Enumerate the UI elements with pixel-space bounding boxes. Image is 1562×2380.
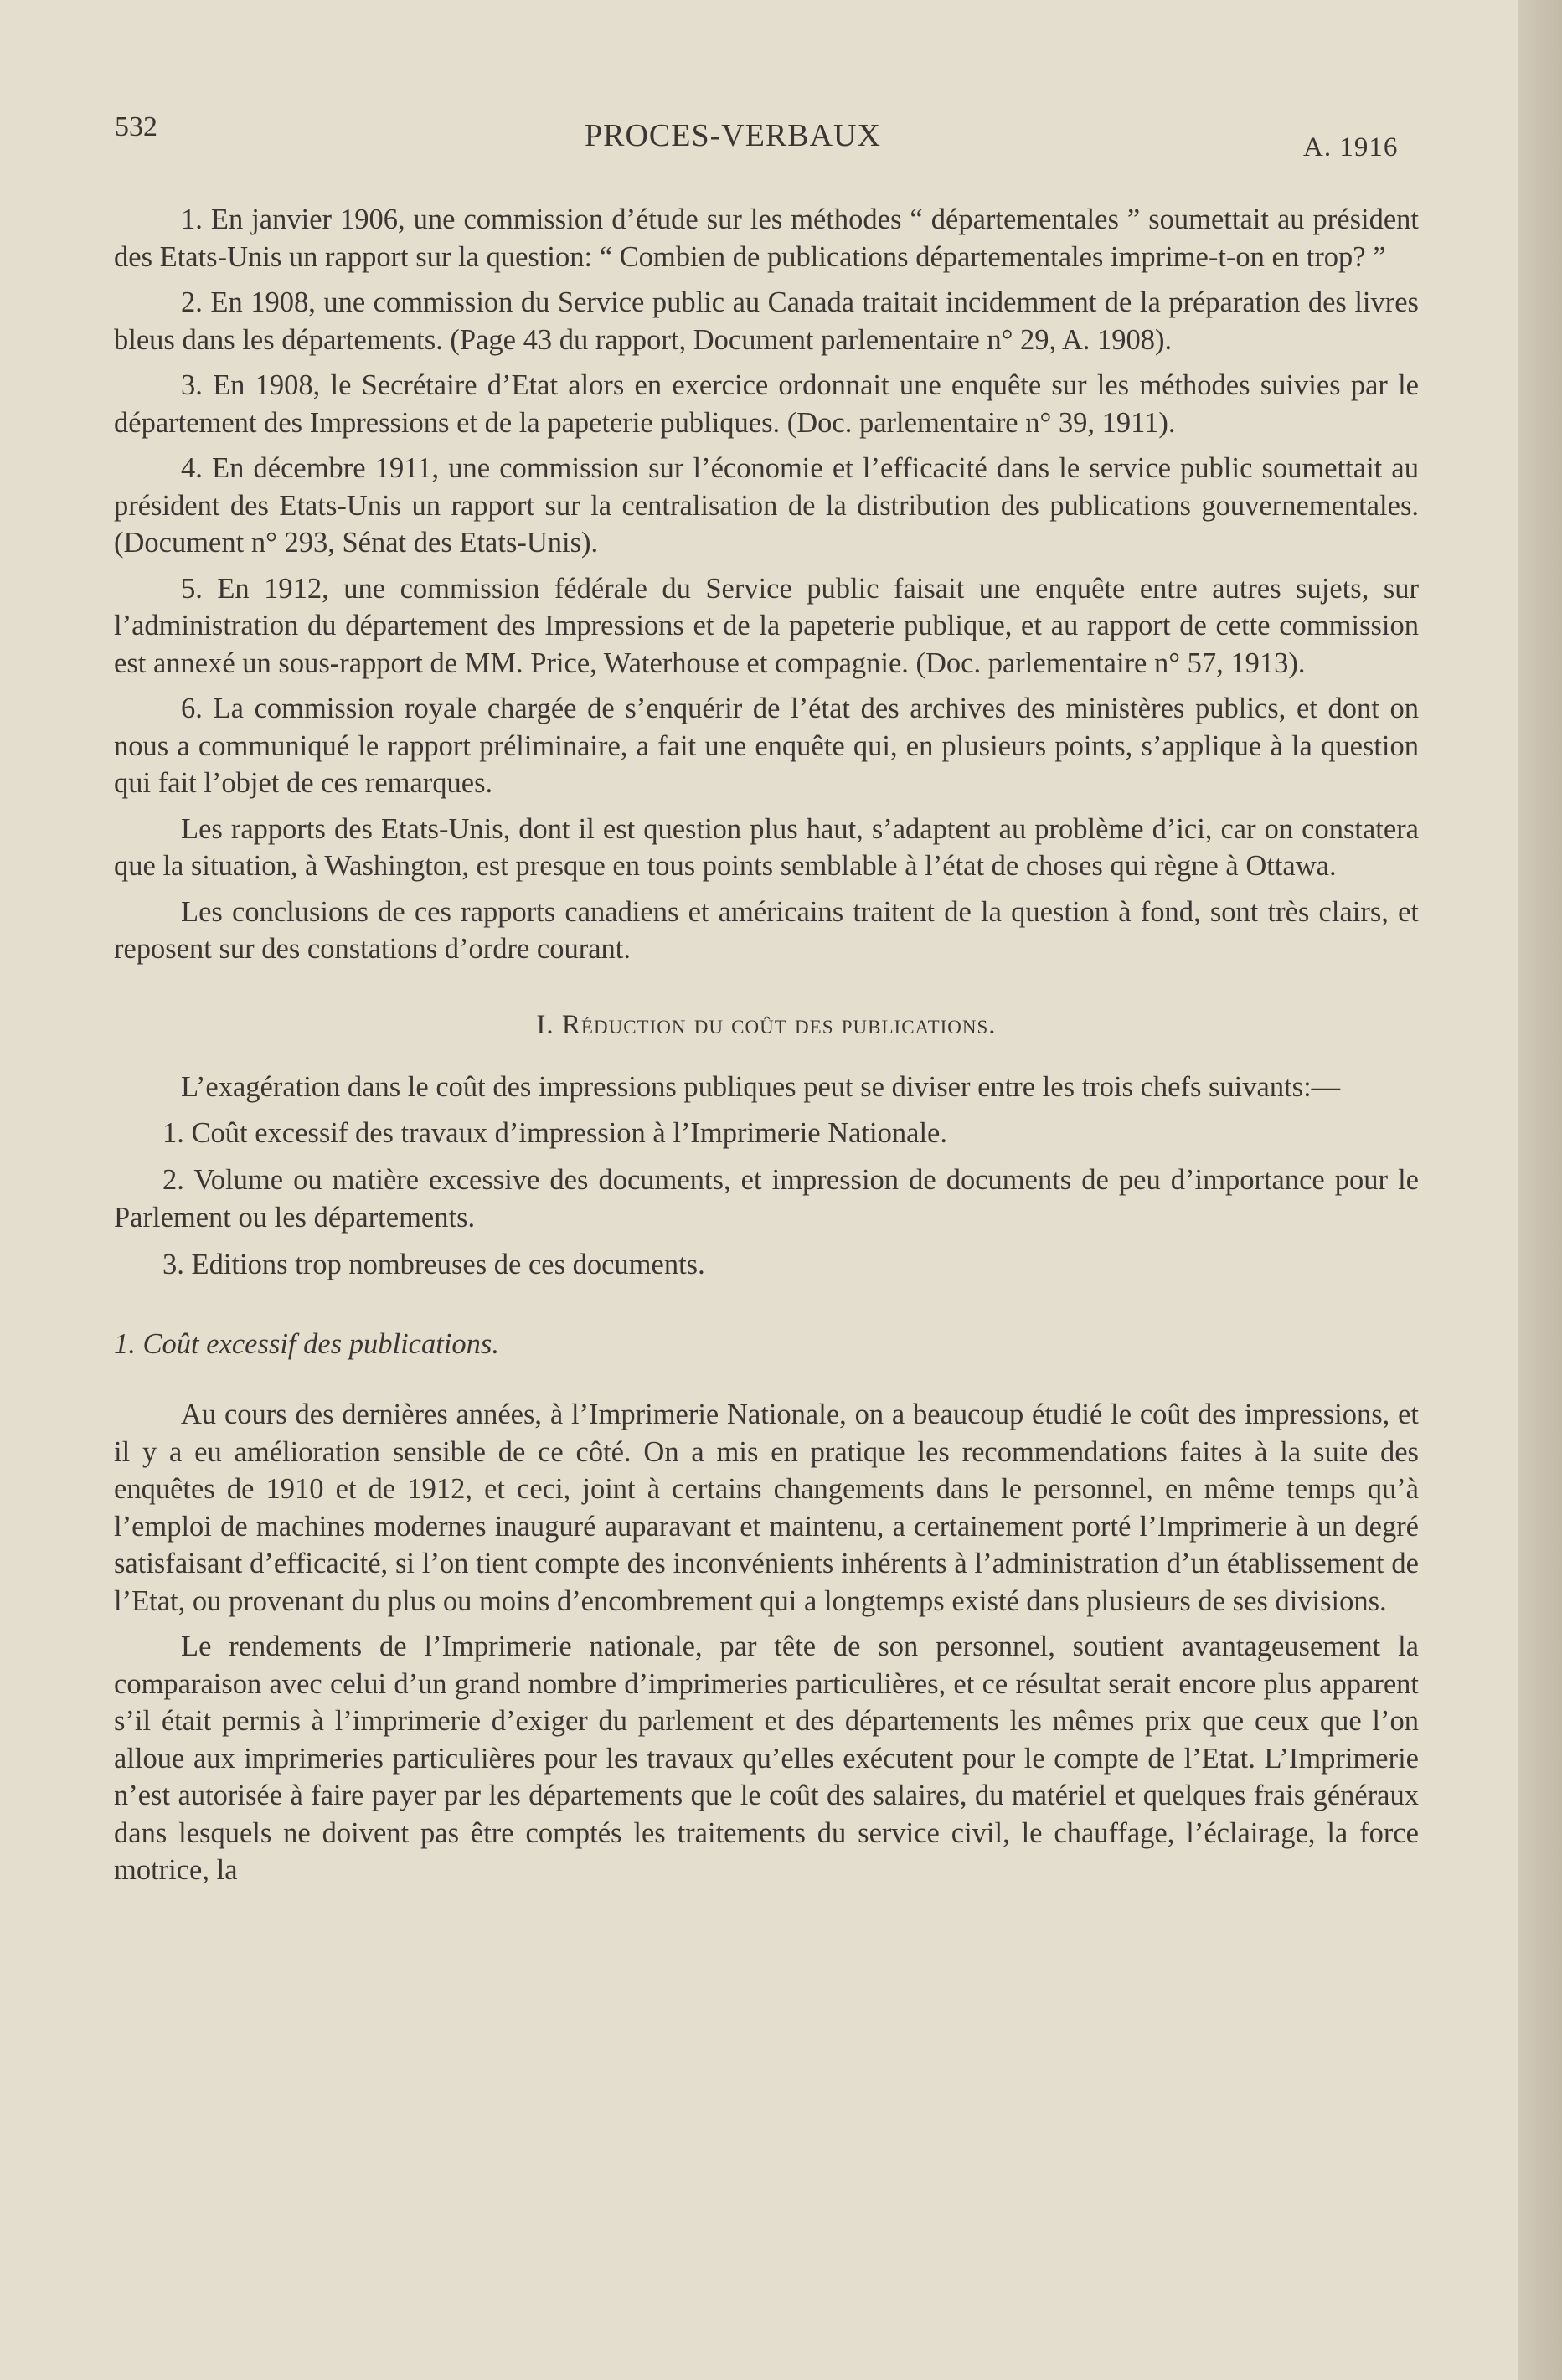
list-item: 2. Volume ou matière excessive des documents, et impression de documents de peu d’importance pour le Parlement ou les départements. bbox=[114, 1164, 1419, 1234]
paragraph: Le rendements de l’Imprimerie nationale, par tête de son personnel, soutient avantageusement la comparaison avec celui d’un grand nombre d’imprimeries particulières, et ce résultat serait encore plus apparent s’il était permis à l’imprimerie d’exiger du parlement et des départements les mêmes prix que ceux que l’on alloue aux imprimeries particulières pour les travaux qu’elles exécutent pour le compte de l’Etat. L’Imprimerie n’est autorisée à faire payer par les départements que le coût des salaires, du matériel et quelques frais généraux dans lesquels ne doivent pas être comptés les traitements du service civil, le chauffage, l’éclairage, la force motrice, la bbox=[114, 1630, 1419, 1886]
paragraph: Au cours des dernières années, à l’Imprimerie Nationale, on a beaucoup étudié le coût des impressions, et il y a eu amélioration sensible de ce côté. On a mis en pratique les recommendations faites à la suite des enquêtes de 1910 et de 1912, et ceci, joint à certains changements dans le personnel, en même temps qu’à l’emploi de machines modernes inauguré auparavant et maintenu, a certainement porté l’Imprimerie à un degré satisfaisant d’efficacité, si l’on tient compte des inconvénients inhérents à l’administration d’un établissement de l’Etat, ou provenant du plus ou moins d’encombrement qui a longtemps existé dans plusieurs de ses divisions. bbox=[114, 1399, 1419, 1617]
paragraph: Les rapports des Etats-Unis, dont il est question plus haut, s’adaptent au problème d’ici, car on constatera que la situation, à Washington, est presque en tous points semblable à l’état de choses qui règne à Ottawa. bbox=[114, 812, 1419, 882]
subsection-title: 1. Coût excessif des publications. bbox=[114, 1327, 499, 1360]
page-edge bbox=[1518, 0, 1562, 2380]
section-title: I. Réduction du coût des publications. bbox=[536, 1009, 997, 1040]
paragraph: 1. En janvier 1906, une commission d’étude sur les méthodes “ départementales ” soumettait au président des Etats-Unis un rapport sur la question: “ Combien de publications départementales imprime-t-on en trop? ” bbox=[114, 203, 1419, 273]
running-title: PROCES-VERBAUX bbox=[585, 118, 881, 153]
paragraph: 6. La commission royale chargée de s’enquérir de l’état des archives des ministères publics, et dont on nous a communiqué le rapport préliminaire, a fait une enquête qui, en plusieurs points, s’applique à la question qui fait l’objet de ces remarques. bbox=[114, 693, 1419, 799]
paragraph: 4. En décembre 1911, une commission sur l’économie et l’efficacité dans le service public soumettait au président des Etats-Unis un rapport sur la centralisation de la distribution des publications gouvernementales. (Document n° 293, Sénat des Etats-Unis). bbox=[114, 452, 1419, 559]
paragraph: 3. En 1908, le Secrétaire d’Etat alors en exercice ordonnait une enquête sur les méthodes suivies par le département des Impressions et de la papeterie publiques. (Doc. parlementaire n° 39, 1911). bbox=[114, 369, 1419, 439]
body-text bbox=[114, 201, 1419, 1898]
page-number: 532 bbox=[115, 111, 157, 142]
paragraph: 2. En 1908, une commission du Service public au Canada traitait incidemment de la préparation des livres bleus dans les départements. (Page 43 du rapport, Document parlementaire n° 29, A. 1908). bbox=[114, 286, 1419, 356]
list-item: 3. Editions trop nombreuses de ces documents. bbox=[162, 1249, 705, 1280]
intro-paragraph: L’exagération dans le coût des impressions publiques peut se diviser entre les trois chefs suivants:— bbox=[181, 1071, 1341, 1103]
year-label: A. 1916 bbox=[1303, 132, 1399, 162]
list-item: 1. Coût excessif des travaux d’impression à l’Imprimerie Nationale. bbox=[162, 1116, 947, 1149]
paragraph: Les conclusions de ces rapports canadiens et américains traitent de la question à fond, sont très clairs, et reposent sur des constations d’ordre courant. bbox=[114, 895, 1419, 965]
paragraph: 5. En 1912, une commission fédérale du Service public faisait une enquête entre autres sujets, sur l’administration du département des Impressions et de la papeterie publique, et au rapport de cette commission est annexé un sous-rapport de MM. Price, Waterhouse et compagnie. (Doc. parlementaire n° 57, 1913). bbox=[114, 572, 1419, 679]
